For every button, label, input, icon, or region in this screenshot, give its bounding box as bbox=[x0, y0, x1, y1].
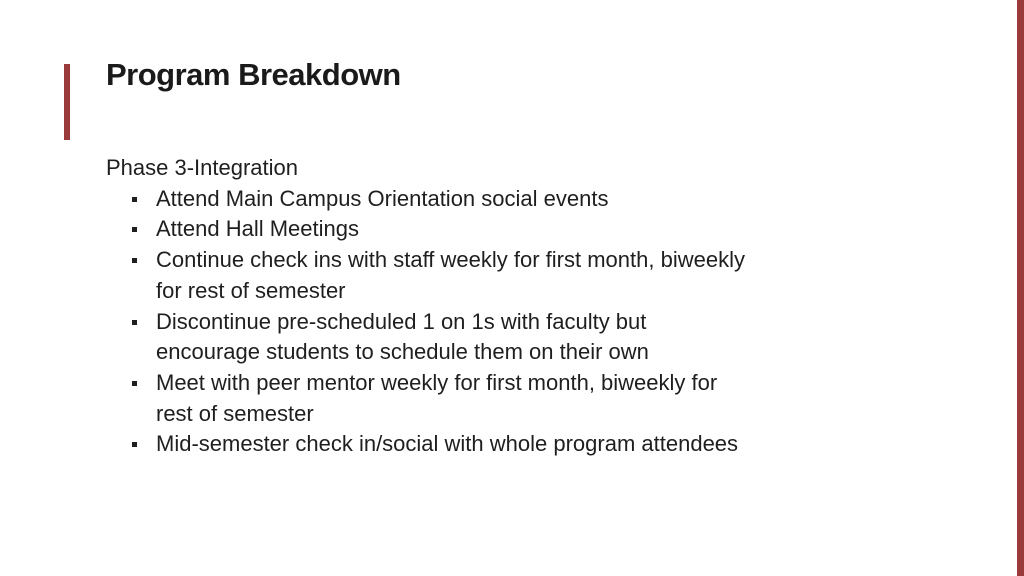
bullet-text: Meet with peer mentor weekly for first month, biweekly for rest of semester bbox=[156, 369, 718, 426]
bullet-text: Attend Main Campus Orientation social events bbox=[156, 185, 609, 211]
bullet-text: Discontinue pre-scheduled 1 on 1s with faculty but encourage students to schedule them on their own bbox=[156, 308, 649, 365]
bullet-text: Continue check ins with staff weekly for first month, biweekly for rest of semester bbox=[156, 247, 745, 303]
square-bullet-icon bbox=[132, 258, 137, 263]
square-bullet-icon bbox=[132, 320, 137, 325]
bullet-item bbox=[106, 429, 746, 460]
bullet-text: Mid-semester check in/social with whole program attendees bbox=[156, 431, 739, 457]
square-bullet-icon bbox=[132, 197, 137, 202]
bullet-item bbox=[106, 307, 746, 368]
bullet-item bbox=[106, 245, 746, 306]
square-bullet-icon bbox=[132, 381, 137, 386]
bullet-list bbox=[106, 184, 746, 460]
square-bullet-icon bbox=[132, 442, 137, 447]
bullet-item bbox=[106, 184, 746, 215]
square-bullet-icon bbox=[132, 227, 137, 232]
title-accent-bar bbox=[64, 64, 70, 140]
right-edge-bar bbox=[1017, 0, 1024, 576]
bullet-item bbox=[106, 214, 746, 245]
phase-heading: Phase 3-Integration bbox=[106, 155, 299, 180]
bullet-item bbox=[106, 368, 746, 429]
slide-title: Program Breakdown bbox=[106, 57, 401, 92]
bullet-text: Attend Hall Meetings bbox=[156, 216, 359, 242]
slide-content bbox=[106, 153, 746, 460]
